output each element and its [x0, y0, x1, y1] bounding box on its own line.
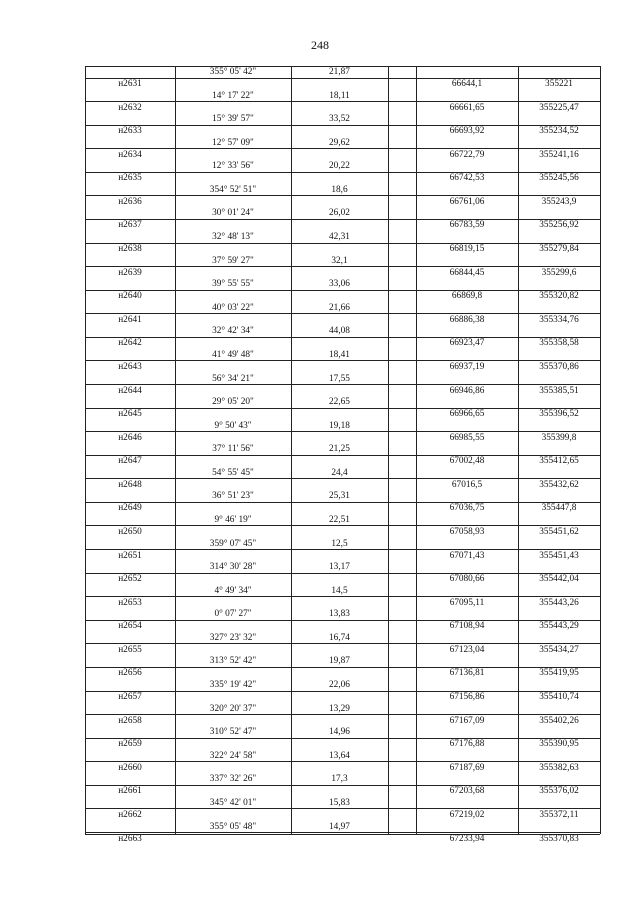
point-name-cell: н2661 [118, 786, 142, 797]
point-name-cell: н2649 [118, 503, 142, 514]
direction-angle-cell: 310° 52' 47" [209, 727, 257, 738]
distance-cell: 42,31 [329, 232, 350, 243]
table-row [85, 349, 600, 373]
y-coordinate-cell: 355432,62 [539, 479, 579, 490]
point-name-cell: н2651 [118, 550, 142, 561]
point-name-cell: н2648 [118, 479, 142, 490]
distance-cell: 22,65 [329, 397, 350, 408]
distance-cell: 33,06 [329, 279, 350, 290]
y-coordinate-cell: 355256,92 [539, 220, 579, 231]
table-row [85, 325, 600, 349]
page-number: 248 [311, 38, 329, 52]
x-coordinate-cell: 67176,88 [449, 739, 485, 750]
distance-cell: 21,66 [329, 302, 350, 313]
y-coordinate-cell: 355320,82 [539, 291, 579, 302]
x-coordinate-cell: 67071,43 [449, 550, 485, 561]
y-coordinate-cell: 355241,16 [539, 149, 579, 160]
table-row [85, 302, 600, 326]
table-row [85, 538, 600, 562]
x-coordinate-cell: 67136,81 [449, 668, 485, 679]
table-row [85, 655, 600, 679]
y-coordinate-cell: 355385,51 [539, 385, 579, 396]
distance-cell: 21,25 [329, 444, 350, 455]
table-row [85, 255, 600, 279]
point-name-cell: н2657 [118, 692, 142, 703]
distance-cell: 24,4 [331, 467, 348, 478]
distance-cell: 20,22 [329, 161, 350, 172]
point-name-cell: н2637 [118, 220, 142, 231]
point-name-cell: н2658 [118, 715, 142, 726]
x-coordinate-cell: 66923,47 [449, 338, 485, 349]
table-row [85, 373, 600, 397]
table-row [85, 821, 600, 845]
x-coordinate-cell: 66966,65 [449, 409, 485, 420]
direction-angle-cell: 327° 23' 32" [209, 632, 257, 643]
y-coordinate-cell: 355243,9 [541, 196, 577, 207]
direction-angle-cell: 37° 59' 27" [212, 255, 254, 266]
x-coordinate-cell: 66869,8 [451, 291, 483, 302]
y-coordinate-cell: 355225,47 [539, 102, 579, 113]
x-coordinate-cell: 66886,38 [449, 314, 485, 325]
distance-cell: 12,5 [331, 538, 348, 549]
distance-cell: 19,87 [329, 656, 350, 667]
point-name-cell: н2663 [118, 833, 142, 844]
point-name-cell: н2644 [118, 385, 142, 396]
table-row [85, 113, 600, 137]
table-row [85, 679, 600, 703]
y-coordinate-cell: 355443,29 [539, 621, 579, 632]
y-coordinate-cell: 355279,84 [539, 244, 579, 255]
x-coordinate-cell: 66937,19 [449, 361, 485, 372]
direction-angle-cell: 39° 55' 55" [212, 279, 254, 290]
point-name-cell: н2634 [118, 149, 142, 160]
distance-cell: 29,62 [329, 137, 350, 148]
point-name-cell: н2660 [118, 762, 142, 773]
x-coordinate-cell: 66761,06 [449, 196, 485, 207]
direction-angle-cell: 314° 30' 28" [209, 562, 257, 573]
distance-cell: 14,97 [329, 821, 350, 832]
table-row [85, 420, 600, 444]
point-name-cell: н2659 [118, 739, 142, 750]
table-row [85, 231, 600, 255]
direction-angle-cell: 0° 07' 27" [214, 609, 252, 620]
y-coordinate-cell: 355358,58 [539, 338, 579, 349]
point-name-cell: н2647 [118, 456, 142, 467]
point-name-cell: н2636 [118, 196, 142, 207]
table-row [85, 137, 600, 161]
direction-angle-cell: 335° 19' 42" [209, 680, 257, 691]
x-coordinate-cell: 67036,75 [449, 503, 485, 514]
point-name-cell: н2631 [118, 79, 142, 89]
point-name-cell: н2638 [118, 244, 142, 255]
direction-angle-cell: 12° 33' 56" [212, 161, 254, 172]
point-name-cell: н2662 [118, 809, 142, 820]
direction-angle-cell: 54° 55' 45" [212, 467, 254, 478]
x-coordinate-cell: 67233,94 [449, 833, 485, 844]
y-coordinate-cell: 355396,52 [539, 409, 579, 420]
y-coordinate-cell: 355419,95 [539, 668, 579, 679]
x-coordinate-cell: 67002,48 [449, 456, 485, 467]
table-row [85, 514, 600, 538]
table-column-divider [600, 66, 601, 834]
x-coordinate-cell: 67095,11 [449, 597, 485, 608]
y-coordinate-cell: 355399,8 [541, 432, 577, 443]
x-coordinate-cell: 67203,68 [449, 786, 485, 797]
direction-angle-cell: 14° 17' 22" [212, 90, 254, 101]
direction-angle-cell: 4° 49' 34" [214, 585, 252, 596]
distance-cell: 32,1 [331, 255, 348, 266]
x-coordinate-cell: 66985,55 [449, 432, 485, 443]
distance-cell: 13,64 [329, 750, 350, 761]
table-row [85, 467, 600, 491]
distance-cell: 13,29 [329, 703, 350, 714]
distance-cell: 14,5 [331, 585, 348, 596]
distance-cell: 17,55 [329, 373, 350, 384]
table-row [85, 703, 600, 727]
direction-angle-cell: 337° 32' 26" [209, 774, 257, 785]
direction-angle-cell: 36° 51' 23" [212, 491, 254, 502]
point-name-cell: н2656 [118, 668, 142, 679]
y-coordinate-cell: 355221 [545, 79, 573, 89]
direction-angle-cell: 359° 07' 45" [209, 538, 257, 549]
table-row [85, 585, 600, 609]
y-coordinate-cell: 355451,43 [539, 550, 579, 561]
direction-angle-cell: 345° 42' 01" [209, 797, 257, 808]
x-coordinate-cell: 66661,65 [449, 102, 485, 113]
y-coordinate-cell: 355334,76 [539, 314, 579, 325]
table-row [85, 184, 600, 208]
distance-cell: 14,96 [329, 727, 350, 738]
table-row [85, 750, 600, 774]
x-coordinate-cell: 67156,86 [449, 692, 485, 703]
direction-angle-cell: 41° 49' 48" [212, 349, 254, 360]
point-name-cell: н2654 [118, 621, 142, 632]
direction-angle-cell: 32° 48' 13" [212, 232, 254, 243]
x-coordinate-cell: 66946,86 [449, 385, 485, 396]
distance-cell: 21,87 [329, 67, 350, 77]
point-name-cell: н2633 [118, 126, 142, 137]
x-coordinate-cell: 66783,59 [449, 220, 485, 231]
table-row [85, 90, 600, 114]
y-coordinate-cell: 355412,65 [539, 456, 579, 467]
y-coordinate-cell: 355245,56 [539, 173, 579, 184]
direction-angle-cell: 322° 24' 58" [209, 750, 257, 761]
y-coordinate-cell: 355372,11 [539, 809, 579, 820]
y-coordinate-cell: 355410,74 [539, 692, 579, 703]
direction-angle-cell: 9° 50' 43" [214, 420, 252, 431]
point-name-cell: н2635 [118, 173, 142, 184]
distance-cell: 22,06 [329, 680, 350, 691]
distance-cell: 19,18 [329, 420, 350, 431]
direction-angle-cell: 355° 05' 48" [209, 821, 257, 832]
distance-cell: 18,6 [331, 184, 348, 195]
distance-cell: 18,11 [329, 90, 350, 101]
x-coordinate-cell: 67187,69 [449, 762, 485, 773]
point-name-cell: н2640 [118, 291, 142, 302]
x-coordinate-cell: 67108,94 [449, 621, 485, 632]
point-name-cell: н2643 [118, 361, 142, 372]
point-name-cell: н2641 [118, 314, 142, 325]
distance-cell: 25,31 [329, 491, 350, 502]
coordinates-table [85, 66, 600, 844]
direction-angle-cell: 354° 52' 51" [209, 184, 257, 195]
distance-cell: 13,83 [329, 609, 350, 620]
y-coordinate-cell: 355382,63 [539, 762, 579, 773]
point-name-cell: н2652 [118, 574, 142, 585]
x-coordinate-cell: 66693,92 [449, 126, 485, 137]
table-row [85, 797, 600, 821]
distance-cell: 33,52 [329, 114, 350, 125]
x-coordinate-cell: 67016,5 [451, 479, 483, 490]
distance-cell: 13,17 [329, 562, 350, 573]
y-coordinate-cell: 355370,86 [539, 361, 579, 372]
direction-angle-cell: 12° 57' 09" [212, 137, 254, 148]
table-row [85, 632, 600, 656]
x-coordinate-cell: 67080,66 [449, 574, 485, 585]
direction-angle-cell: 15° 39' 57" [212, 114, 254, 125]
table-row [85, 207, 600, 231]
point-name-cell: н2645 [118, 409, 142, 420]
y-coordinate-cell: 355447,8 [541, 503, 577, 514]
y-coordinate-cell: 355402,26 [539, 715, 579, 726]
table-row [85, 396, 600, 420]
x-coordinate-cell: 66844,45 [449, 267, 485, 278]
point-name-cell: н2650 [118, 526, 142, 537]
direction-angle-cell: 9° 46' 19" [214, 514, 252, 525]
point-name-cell: н2632 [118, 102, 142, 113]
distance-cell: 44,08 [329, 326, 350, 337]
distance-cell: 17,3 [331, 774, 348, 785]
table-row [85, 773, 600, 797]
direction-angle-cell: 320° 20' 37" [209, 703, 257, 714]
table-row [85, 160, 600, 184]
point-name-cell: н2653 [118, 597, 142, 608]
x-coordinate-cell: 67058,93 [449, 526, 485, 537]
table-row [85, 443, 600, 467]
distance-cell: 18,41 [329, 349, 350, 360]
distance-cell: 22,51 [329, 514, 350, 525]
x-coordinate-cell: 67219,02 [449, 809, 485, 820]
x-coordinate-cell: 66819,15 [449, 244, 485, 255]
x-coordinate-cell: 67123,04 [449, 644, 485, 655]
point-name-cell: н2655 [118, 644, 142, 655]
direction-angle-cell: 313° 52' 42" [209, 656, 257, 667]
table-row [85, 608, 600, 632]
table-row [85, 726, 600, 750]
direction-angle-cell: 29° 05' 20" [212, 397, 254, 408]
y-coordinate-cell: 355299,6 [541, 267, 577, 278]
point-name-cell: н2646 [118, 432, 142, 443]
distance-cell: 16,74 [329, 632, 350, 643]
direction-angle-cell: 355° 05' 42" [209, 67, 257, 77]
direction-angle-cell: 32° 42' 34" [212, 326, 254, 337]
direction-angle-cell: 40° 03' 22" [212, 302, 254, 313]
x-coordinate-cell: 66742,53 [449, 173, 485, 184]
x-coordinate-cell: 67167,09 [449, 715, 485, 726]
direction-angle-cell: 37° 11' 56" [212, 444, 254, 455]
table-row [85, 561, 600, 585]
distance-cell: 15,83 [329, 797, 350, 808]
y-coordinate-cell: 355376,02 [539, 786, 579, 797]
x-coordinate-cell: 66644,1 [451, 79, 483, 89]
direction-angle-cell: 56° 34' 21" [212, 373, 254, 384]
y-coordinate-cell: 355442,04 [539, 574, 579, 585]
table-row [85, 66, 600, 90]
direction-angle-cell: 30° 01' 24" [212, 208, 254, 219]
table-row [85, 490, 600, 514]
y-coordinate-cell: 355234,52 [539, 126, 579, 137]
point-name-cell: н2639 [118, 267, 142, 278]
y-coordinate-cell: 355434,27 [539, 644, 579, 655]
y-coordinate-cell: 355390,95 [539, 739, 579, 750]
y-coordinate-cell: 355443,26 [539, 597, 579, 608]
point-name-cell: н2642 [118, 338, 142, 349]
distance-cell: 26,02 [329, 208, 350, 219]
y-coordinate-cell: 355370,83 [539, 833, 579, 844]
y-coordinate-cell: 355451,62 [539, 526, 579, 537]
x-coordinate-cell: 66722,79 [449, 149, 485, 160]
table-row [85, 278, 600, 302]
